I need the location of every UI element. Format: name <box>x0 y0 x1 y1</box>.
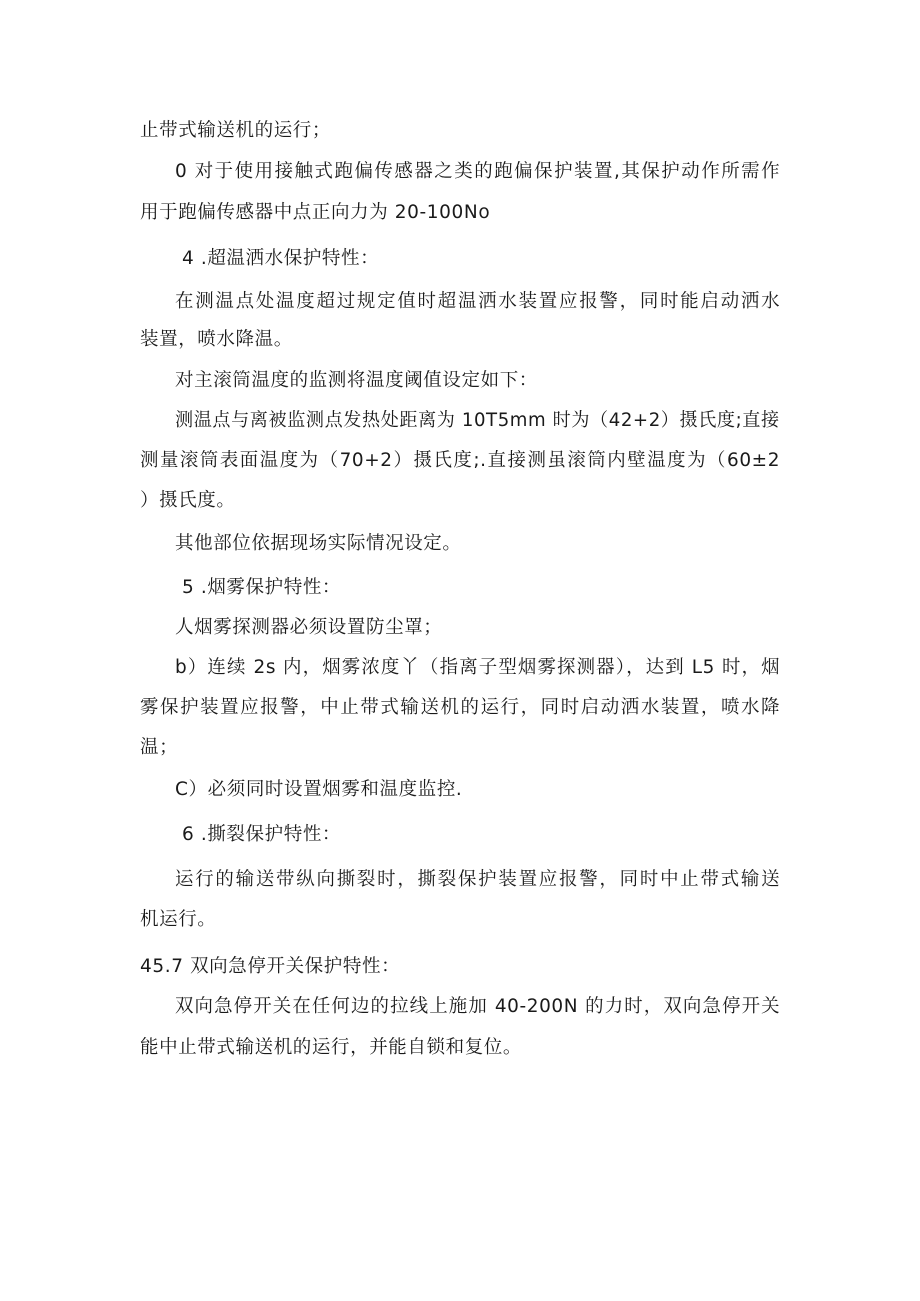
text-line-14: b）连续 2s 内，烟雾浓度丫（指离子型烟雾探测器），达到 L5 时，烟 <box>175 657 781 678</box>
text-line-13: 人烟雾探测器必须设置防尘罩； <box>175 617 443 638</box>
text-line-22: 双向急停开关在任何边的拉线上施加 40-200N 的力时，双向急停开关 <box>175 996 781 1017</box>
text-line-5: 在测温点处温度超过规定值时超温洒水装置应报警，同时能启动洒水 <box>175 291 781 312</box>
text-line-3: 用于跑偏传感器中点正向力为 20-100No <box>140 202 491 223</box>
text-line-9: 测量滚筒表面温度为（70+2）摄氏度;.直接测虽滚筒内壁温度为（60±2 <box>140 450 781 471</box>
section-heading-4: 4 .超温洒水保护特性： <box>182 248 380 269</box>
text-line-7: 对主滚筒温度的监测将温度阈值设定如下： <box>175 370 538 391</box>
text-line-6: 装置，喷水降温。 <box>140 329 293 350</box>
text-line-20: 机运行。 <box>140 909 217 930</box>
text-line-15: 雾保护装置应报警，中止带式输送机的运行，同时启动洒水装置，喷水降 <box>140 697 781 718</box>
text-line-17: C）必须同时设置烟雾和温度监控. <box>175 779 463 800</box>
text-line-8: 测温点与离被监测点发热处距离为 10T5mm 时为（42+2）摄氏度;直接 <box>175 410 780 431</box>
text-line-10: ）摄氏度。 <box>140 490 236 511</box>
text-line-1: 止带式输送机的运行； <box>140 120 332 141</box>
text-line-19: 运行的输送带纵向撕裂时，撕裂保护装置应报警，同时中止带式输送 <box>175 869 781 890</box>
text-line-2: 0 对于使用接触式跑偏传感器之类的跑偏保护装置,其保护动作所需作 <box>175 161 781 182</box>
section-heading-45-7: 45.7 双向急停开关保护特性： <box>140 956 401 977</box>
text-line-23: 能中止带式输送机的运行，并能自锁和复位。 <box>140 1037 523 1058</box>
section-heading-6: 6 .撕裂保护特性： <box>182 824 342 845</box>
section-heading-5: 5 .烟雾保护特性： <box>182 577 342 598</box>
text-line-11: 其他部位依据现场实际情况设定。 <box>175 533 462 554</box>
text-line-16: 温； <box>140 737 179 758</box>
